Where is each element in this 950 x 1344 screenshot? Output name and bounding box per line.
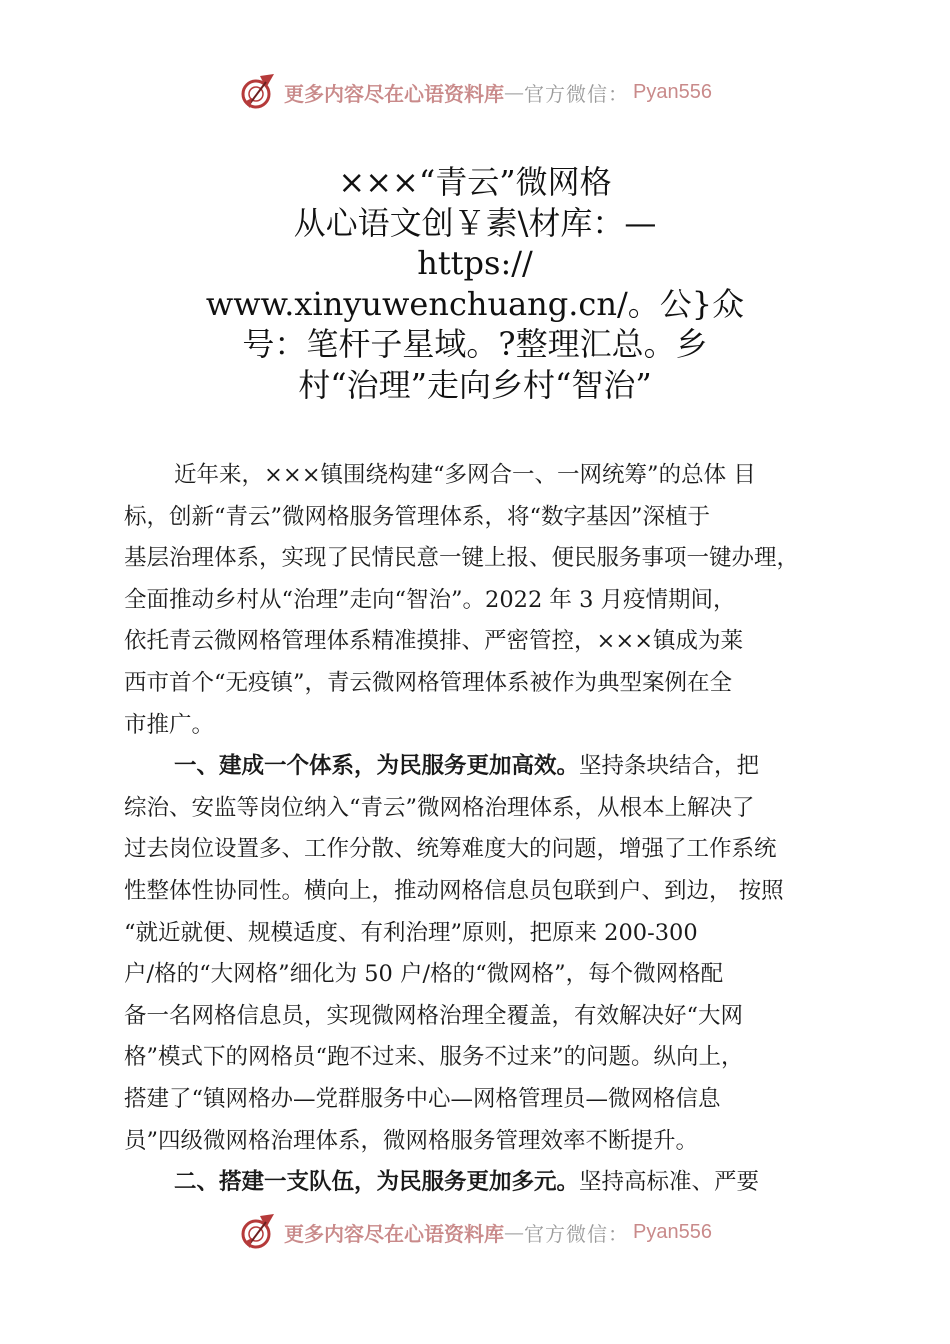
title-line: 从心语文创￥素\材库：— — [293, 203, 657, 242]
body-line: 基层治理体系，实现了民情民意一键上报、便民服务事项一键办理， — [124, 545, 800, 572]
body-line: 全面推动乡村从“治理”走向“智治”。2022 年 3 月疫情期间， — [124, 586, 736, 613]
section-heading-1-rest: 坚持条块结合，把 — [579, 753, 760, 780]
title-line: www.xinyuwenchuang.cn/。公}众 — [205, 284, 745, 323]
title-line: 村“治理”走向乡村“智治” — [298, 365, 652, 404]
body-line: 户/格的“大网格”细化为 50 户/格的“微网格”，每个微网格配 — [124, 961, 724, 988]
body-line: 标，创新“青云”微网格服务管理体系，将“数字基因”深植于 — [124, 503, 711, 530]
body-line: 性整体性协同性。横向上，推动网格信息员包联到户、到边， 按照 — [124, 877, 784, 904]
header-separator: — — [504, 80, 525, 104]
section-heading-2: 二、搭建一支队伍，为民服务更加多元。 — [174, 1169, 580, 1196]
footer-banner — [0, 1208, 950, 1256]
section-heading-1: 一、建成一个体系，为民服务更加高效。 — [174, 753, 580, 780]
header-banner — [0, 68, 950, 116]
body-line: 市推广。 — [124, 711, 215, 738]
section-first-line — [124, 1162, 840, 1204]
quill-seal-logo-icon — [238, 1212, 278, 1252]
body-line: 依托青云微网格管理体系精准摸排、严密管控，×××镇成为莱 — [124, 628, 744, 655]
body-line: 过去岗位设置多、工作分散、统筹难度大的问题，增强了工作系统 — [124, 836, 777, 863]
footer-brand-text: 更多内容尽在心语资料库 — [284, 1221, 505, 1246]
body-line: 西市首个“无疫镇”，青云微网格管理体系被作为典型案例在全 — [124, 669, 733, 696]
title-line: https:// — [417, 244, 533, 282]
body-line: 综治、安监等岗位纳入“青云”微网格治理体系，从根本上解决了 — [124, 794, 755, 821]
header-brand-text: 更多内容尽在心语资料库 — [284, 81, 505, 106]
header-contact-id: Pyan556 — [633, 80, 712, 103]
section-first-line — [124, 746, 840, 788]
footer-separator: — — [504, 1220, 525, 1244]
body-line: “就近就便、规模适度、有利治理”原则，把原来 200-300 — [124, 919, 698, 946]
body-line: 搭建了“镇网格办—党群服务中心—网格管理员—微网格信息 — [124, 1085, 721, 1112]
title-line: 号：笔杆子星域。?整理汇总。乡 — [242, 325, 708, 363]
footer-contact-id: Pyan556 — [633, 1220, 712, 1243]
section-heading-2-rest: 坚持高标准、严要 — [579, 1169, 760, 1196]
quill-seal-logo-icon — [238, 72, 278, 112]
body-line: 近年来，×××镇围绕构建“多网合一、一网统筹”的总体 目 — [174, 462, 756, 488]
body-line: 备一名网格信息员，实现微网格治理全覆盖，有效解决好“大网 — [124, 1002, 744, 1029]
document-body — [124, 455, 840, 1204]
body-line: 员”四级微网格治理体系，微网格服务管理效率不断提升。 — [124, 1127, 699, 1154]
footer-contact-label: 官方微信： — [524, 1221, 630, 1246]
header-contact-label: 官方微信： — [524, 81, 630, 106]
document-title — [180, 162, 770, 405]
title-line: ×××“青云”微网格 — [338, 163, 612, 201]
body-line: 格”模式下的网格员“跑不过来、服务不过来”的问题。纵向上， — [124, 1044, 744, 1071]
